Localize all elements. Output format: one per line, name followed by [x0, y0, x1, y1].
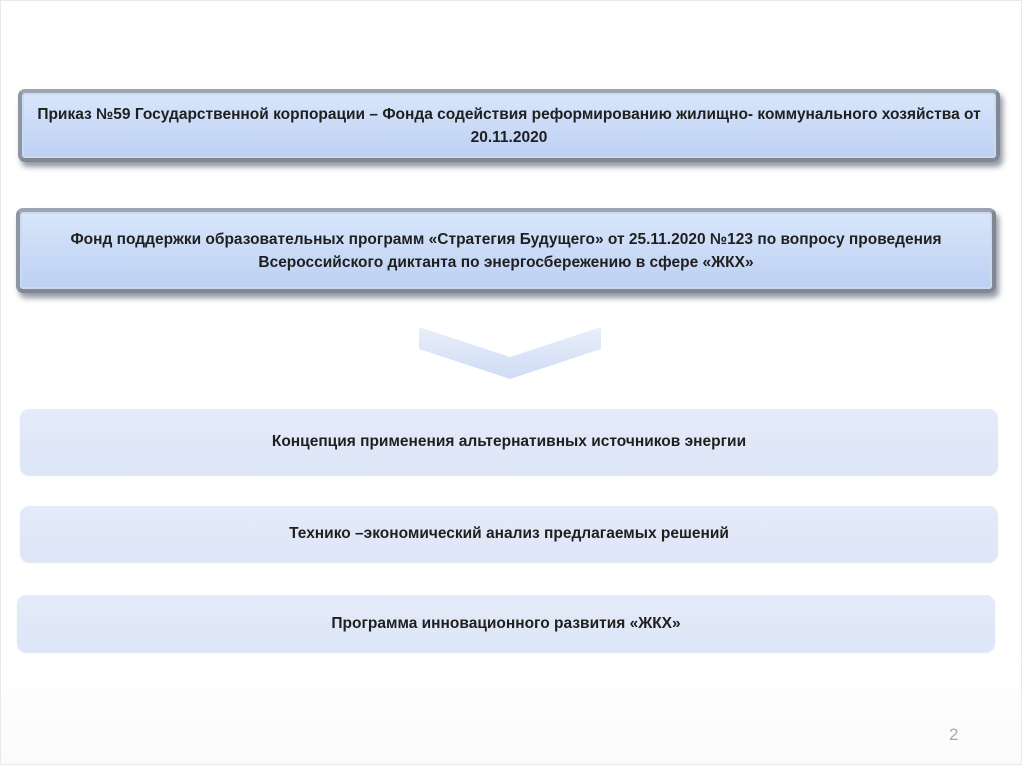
order-box-text: Приказ №59 Государственной корпорации – Фонда содействия реформированию жилищно- коммунального хозяйства от 20.11.2020 — [37, 105, 981, 146]
program-box — [17, 595, 995, 652]
fund-box-text: Фонд поддержки образовательных программ «Стратегия Будущего» от 25.11.2020 №123 по вопросу проведения Всероссийского диктанта по энергосбережению в сфере «ЖКХ» — [70, 230, 942, 271]
analysis-box — [20, 506, 998, 562]
page-number: 2 — [949, 725, 959, 744]
concept-box — [20, 409, 998, 475]
chevron-down-icon — [419, 327, 601, 379]
program-box-text: Программа инновационного развития «ЖКХ» — [331, 614, 681, 632]
analysis-box-text: Технико –экономический анализ предлагаемых решений — [289, 525, 729, 542]
concept-box-text: Концепция применения альтернативных источников энергии — [271, 433, 747, 450]
fund-box — [16, 208, 996, 293]
order-box — [18, 89, 1000, 162]
